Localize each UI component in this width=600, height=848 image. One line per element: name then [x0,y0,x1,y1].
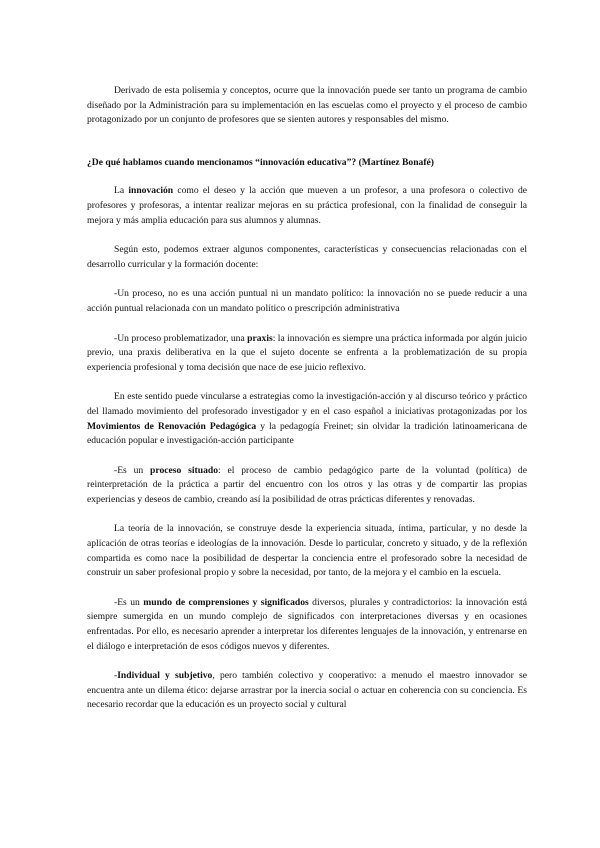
text-run: La [114,185,129,197]
paragraph [87,390,527,448]
text-run: -Un proceso problematizador, una [114,332,248,344]
text-run: -Un proceso, no es una acción puntual ni un mandato político: la innovación no se puede reducir a una acción puntual relacionada con un mandato político o prescripción administrativa [87,288,527,314]
text-run: : el proceso de cambio pedagógico parte de la voluntad (política) de reinterpretación de la práctica a partir del encuentro con los otros y las otras y de compartir las propias experiencias y deseos de cambio, creando así la posibilidad de otras prácticas diferentes y renovadas. [87,464,527,505]
paragraph [87,184,527,228]
text-run: diversos, plurales y contradictorios: la innovación está siempre sumergida en un mundo complejo de significados con interpretaciones diversas y en ocasiones enfrentadas. Por ello, es necesario aprender a interpretar los diferentes lenguajes de la innovación, y entrenarse en el diálogo e interpretación de esos códigos nuevos y diferentes. [87,596,527,652]
bold-text: Movimientos de Renovación Pedagógica [87,420,257,432]
paragraph [87,669,527,713]
bold-text: ¿De qué hablamos cuando mencionamos “innovación educativa”? (Martínez Bonafé) [87,156,434,168]
text-run: - [114,670,118,682]
text-run: -Es un [114,596,144,608]
paragraph [87,464,527,508]
text-run: -Es un [114,464,151,476]
paragraph [87,596,527,654]
bold-text: mundo de comprensiones y significados [143,596,309,608]
text-run: Derivado de esta polisemia y conceptos, ocurre que la innovación puede ser tanto un programa de cambio diseñado por la Administración para su implementación en las escuelas como el proyecto y el proceso de cambio protagonizado por un conjunto de profesores que se sienten autores y responsables del mismo. [87,85,527,126]
paragraph [87,243,527,272]
text-run: : la innovación es siempre una práctica informada por algún juicio previo, una praxis deliberativa en la que el sujeto docente se enfrenta a la problematización de su propia experiencia profesional y toma decisión que nace de ese juicio reflexivo. [87,332,527,373]
paragraph [87,84,527,128]
paragraph [87,522,527,580]
text-run: como el deseo y la acción que mueven a un profesor, a una profesora o colectivo de profesores y profesoras, a intentar realizar mejoras en su práctica profesional, con la finalidad de conseguir la mejora y más amplia educación para sus alumnos y alumnas. [87,185,527,226]
bold-text: Individual y subjetivo [117,670,213,682]
bold-text: proceso situado [150,464,218,476]
paragraph [87,332,527,376]
text-run: y la pedagogía Freinet; sin olvidar la tradición latinoamericana de educación popular e investigación-acción participante [87,420,527,447]
text-run: La teoría de la innovación, se construye desde la experiencia situada, íntima, particular, y no desde la aplicación de otras teorías e ideologías de la innovación. Desde lo particular, concreto y situado, y de la reflexión compartida es como nace la posibilidad de despertar la conciencia entre el profesorado sobre la necesidad de construir un saber profesional propio y sobre la necesidad, por tanto, de la mejora y el cambio en la escuela. [87,523,527,579]
section-heading [87,156,527,171]
text-run: Según esto, podemos extraer algunos componentes, características y consecuencias relacionadas con el desarrollo curricular y la formación docente: [87,244,527,270]
text-run: , pero también colectivo y cooperativo: a menudo el maestro innovador se encuentra ante un dilema ético: dejarse arrastrar por la inercia social o actuar en coherencia con su conciencia. Es necesario recordar que la educación es un proyecto social y cultural [87,670,527,711]
paragraph [87,287,527,316]
bold-text: praxis [247,332,273,344]
text-run: En este sentido puede vincularse a estrategias como la investigación-acción y al discurso teórico y práctico del llamado movimiento del profesorado investigador y en el caso español a iniciativas protagonizadas por los [87,391,527,417]
document-body [87,84,527,728]
bold-text: innovación [128,185,174,197]
